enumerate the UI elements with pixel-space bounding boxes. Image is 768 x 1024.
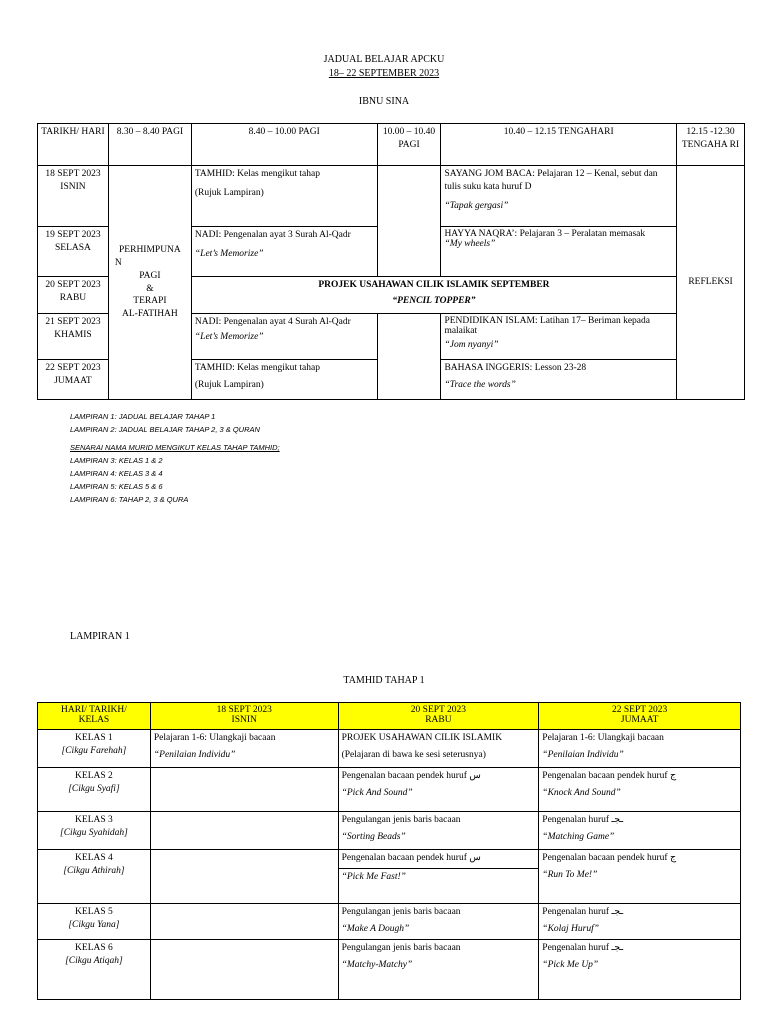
table-row <box>38 940 741 1000</box>
teacher-name: [Cikgu Syahidah] <box>60 827 128 838</box>
appendix-notes <box>70 410 280 506</box>
jumaat-cell <box>539 768 741 812</box>
session2-cell <box>441 227 677 277</box>
session2-note: “Trace the words” <box>444 379 516 390</box>
col-header-1215: 12.15 -12.30 TENGAHA RI <box>677 124 745 166</box>
teacher-name: [Cikgu Athirah] <box>63 865 125 876</box>
day-date: 22 SEPT 2023 <box>45 363 101 373</box>
note-line: LAMPIRAN 1: JADUAL BELAJAR TAHAP 1 <box>70 412 216 421</box>
schedule-header-row <box>38 124 745 166</box>
session2-note: “Tapak gergasi” <box>444 200 509 211</box>
col-header-kelas <box>38 703 151 730</box>
break-cell <box>377 314 441 400</box>
document-title: JADUAL BELAJAR APCKU <box>323 54 445 65</box>
session1-note: (Rujuk Lampiran) <box>194 187 264 198</box>
rabu-cell <box>338 768 539 812</box>
session1-note: “Let’s Memorize” <box>194 331 264 342</box>
kelas-name: KELAS 1 <box>75 733 113 743</box>
header-line: 22 SEPT 2023 <box>612 705 668 715</box>
appendix-label: LAMPIRAN 1 <box>70 631 130 642</box>
activity-note: “Sorting Beads” <box>341 831 406 842</box>
appendix-title: TAMHID TAHAP 1 <box>343 675 425 686</box>
col-header-isnin <box>150 703 338 730</box>
session2-text: BAHASA INGGERIS: Lesson 23-28 <box>444 363 587 373</box>
kelas-name: KELAS 2 <box>75 771 113 781</box>
session2-note: “Jom nyanyi” <box>444 339 499 350</box>
isnin-cell <box>150 904 338 940</box>
kelas-name: KELAS 6 <box>75 943 113 953</box>
day-name: JUMAAT <box>54 375 92 386</box>
header-line: ISNIN <box>231 715 257 726</box>
session1-cell <box>191 314 377 360</box>
table-row <box>38 768 741 812</box>
session1-cell <box>191 166 377 227</box>
activity-note: (Pelajaran di bawa ke sesi seterusnya) <box>341 749 486 760</box>
kelas-name: KELAS 5 <box>75 907 113 917</box>
isnin-cell <box>150 812 338 850</box>
lesson-text: Pengenalan bacaan pendek huruf ج <box>542 853 677 863</box>
activity-note: “Pick Me Fast!” <box>339 868 539 884</box>
day-cell <box>38 227 109 277</box>
kelas-cell <box>38 768 151 812</box>
col-header-date: TARIKH/ HARI <box>38 124 109 166</box>
day-date: 18 SEPT 2023 <box>45 169 101 179</box>
session2-cell <box>441 314 677 360</box>
session2-text: SAYANG JOM BACA: Pelajaran 12 – Kenal, sebut dan tulis suku kata huruf D <box>444 169 658 192</box>
rabu-cell <box>338 850 539 904</box>
table-row <box>38 904 741 940</box>
project-cell <box>191 277 676 314</box>
header-line: RABU <box>425 715 452 726</box>
session2-note: “My wheels” <box>444 239 496 250</box>
activity-note: “Run To Me!” <box>542 869 598 880</box>
session1-text: NADI: Pengenalan ayat 4 Surah Al-Qadr <box>194 317 351 327</box>
kelas-name: KELAS 3 <box>75 815 113 825</box>
day-date: 21 SEPT 2023 <box>45 317 101 327</box>
reflection-cell: REFLEKSI <box>677 166 745 400</box>
activity-note: “Matching Game” <box>542 831 615 842</box>
lesson-text: Pengenalan bacaan pendek huruf س <box>341 853 481 863</box>
activity-note: “Penilaian Individu” <box>542 749 624 760</box>
session2-cell <box>441 166 677 227</box>
day-date: 20 SEPT 2023 <box>45 280 101 290</box>
jumaat-cell <box>539 730 741 768</box>
tamhid-header-row <box>38 703 741 730</box>
isnin-cell <box>150 768 338 812</box>
day-cell <box>38 314 109 360</box>
teacher-name: [Cikgu Atiqah] <box>65 955 123 966</box>
table-row <box>38 850 741 904</box>
day-name: SELASA <box>55 242 91 253</box>
schedule-row <box>38 166 745 227</box>
teacher-name: [Cikgu Syafi] <box>68 783 120 794</box>
header-line: HARI/ TARIKH/ <box>61 705 127 715</box>
isnin-cell <box>150 730 338 768</box>
rabu-cell <box>338 940 539 1000</box>
session2-text: PENDIDIKAN ISLAM: Latihan 17– Beriman kepada malaikat <box>444 316 650 337</box>
header-line: 20 SEPT 2023 <box>410 705 467 715</box>
project-subtitle: “PENCIL TOPPER” <box>392 295 476 306</box>
note-line: LAMPIRAN 6: TAHAP 2, 3 & QURA <box>70 495 189 504</box>
rabu-cell <box>338 904 539 940</box>
header-line: JUMAAT <box>620 715 659 726</box>
col-header-1000: 10.00 – 10.40 PAGI <box>377 124 441 166</box>
col-header-1040: 10.40 – 12.15 TENGAHARI <box>441 124 677 166</box>
col-header-rabu <box>338 703 539 730</box>
kelas-cell <box>38 812 151 850</box>
activity-note: “Pick Me Up” <box>542 959 599 970</box>
day-cell <box>38 277 109 314</box>
lesson-text: Pengenalan bacaan pendek huruf ج <box>542 771 677 781</box>
assembly-line: TERAPI <box>133 296 167 307</box>
assembly-line: AL-FATIHAH <box>122 309 178 320</box>
activity-note: “Penilaian Individu” <box>153 749 236 760</box>
jumaat-cell <box>539 904 741 940</box>
lesson-text: Pengenalan huruf ـجـ <box>542 815 624 825</box>
lesson-text: Pengenalan huruf ـجـ <box>542 943 624 953</box>
kelas-cell <box>38 730 151 768</box>
lesson-text: PROJEK USAHAWAN CILIK ISLAMIK <box>341 733 503 743</box>
session1-text: TAMHID: Kelas mengikut tahap <box>194 169 320 179</box>
day-cell <box>38 360 109 400</box>
session1-text: NADI: Pengenalan ayat 3 Surah Al-Qadr <box>194 230 351 240</box>
assembly-line: & <box>146 283 154 294</box>
kelas-cell <box>38 904 151 940</box>
note-line: LAMPIRAN 5: KELAS 5 & 6 <box>70 482 163 491</box>
kelas-cell <box>38 850 151 904</box>
day-name: RABU <box>59 292 87 303</box>
jumaat-cell <box>539 850 741 904</box>
assembly-line: N <box>114 257 122 268</box>
teacher-name: [Cikgu Farehah] <box>61 745 127 756</box>
assembly-line: PAGI <box>139 270 161 281</box>
weekly-schedule-table <box>37 123 745 400</box>
header-line: KELAS <box>78 715 110 726</box>
day-cell <box>38 166 109 227</box>
lesson-text: Pengulangan jenis baris bacaan <box>341 815 461 825</box>
project-title: PROJEK USAHAWAN CILIK ISLAMIK SEPTEMBER <box>318 280 550 290</box>
isnin-cell <box>150 940 338 1000</box>
jumaat-cell <box>539 812 741 850</box>
teacher-name: [Cikgu Yana] <box>68 919 120 930</box>
session2-text: HAYYA NAQRA’: Pelajaran 3 – Peralatan memasak <box>444 229 646 239</box>
isnin-cell <box>150 850 338 904</box>
session1-cell <box>191 227 377 277</box>
table-row <box>38 812 741 850</box>
activity-note: “Knock And Sound” <box>542 787 621 798</box>
day-name: ISNIN <box>60 181 86 192</box>
activity-note: “Pick And Sound” <box>341 787 413 798</box>
table-row <box>38 730 741 768</box>
lesson-text: Pengulangan jenis baris bacaan <box>341 907 461 917</box>
day-name: KHAMIS <box>54 329 92 340</box>
header-line: 18 SEPT 2023 <box>216 705 272 715</box>
col-header-0840: 8.40 – 10.00 PAGI <box>191 124 377 166</box>
lesson-text: Pengenalan bacaan pendek huruf س <box>341 771 481 781</box>
activity-note: “Kolaj Huruf” <box>542 923 600 934</box>
break-cell <box>377 166 441 277</box>
session1-note: “Let’s Memorize” <box>194 248 264 259</box>
activity-note: “Make A Dough” <box>341 923 410 934</box>
col-header-0830: 8.30 – 8.40 PAGI <box>108 124 191 166</box>
jumaat-cell <box>539 940 741 1000</box>
kelas-name: KELAS 4 <box>75 853 113 863</box>
session1-text: TAMHID: Kelas mengikut tahap <box>194 363 320 373</box>
session1-cell <box>191 360 377 400</box>
session2-cell <box>441 360 677 400</box>
day-date: 19 SEPT 2023 <box>45 230 101 240</box>
note-heading: SENARAI NAMA MURID MENGIKUT KELAS TAHAP TAMHID; <box>70 443 280 452</box>
col-header-jumaat <box>539 703 741 730</box>
tamhid-table <box>37 702 741 1000</box>
kelas-cell <box>38 940 151 1000</box>
note-line: LAMPIRAN 2: JADUAL BELAJAR TAHAP 2, 3 & QURAN <box>70 425 260 434</box>
lesson-text: Pelajaran 1-6: Ulangkaji bacaan <box>542 733 664 743</box>
lesson-text: Pengulangan jenis baris bacaan <box>341 943 461 953</box>
assembly-line: PERHIMPUNA <box>119 245 181 256</box>
activity-note: “Matchy-Matchy” <box>341 959 413 970</box>
rabu-cell <box>338 730 539 768</box>
note-line: LAMPIRAN 4: KELAS 3 & 4 <box>70 469 163 478</box>
lesson-text: Pengenalan huruf ـجـ <box>542 907 624 917</box>
document-dates: 18– 22 SEPTEMBER 2023 <box>328 68 440 79</box>
lesson-text: Pelajaran 1-6: Ulangkaji bacaan <box>153 733 276 743</box>
class-name: IBNU SINA <box>358 96 410 107</box>
session1-note: (Rujuk Lampiran) <box>194 379 264 390</box>
morning-assembly-cell <box>108 166 191 400</box>
note-line: LAMPIRAN 3: KELAS 1 & 2 <box>70 456 163 465</box>
rabu-cell <box>338 812 539 850</box>
